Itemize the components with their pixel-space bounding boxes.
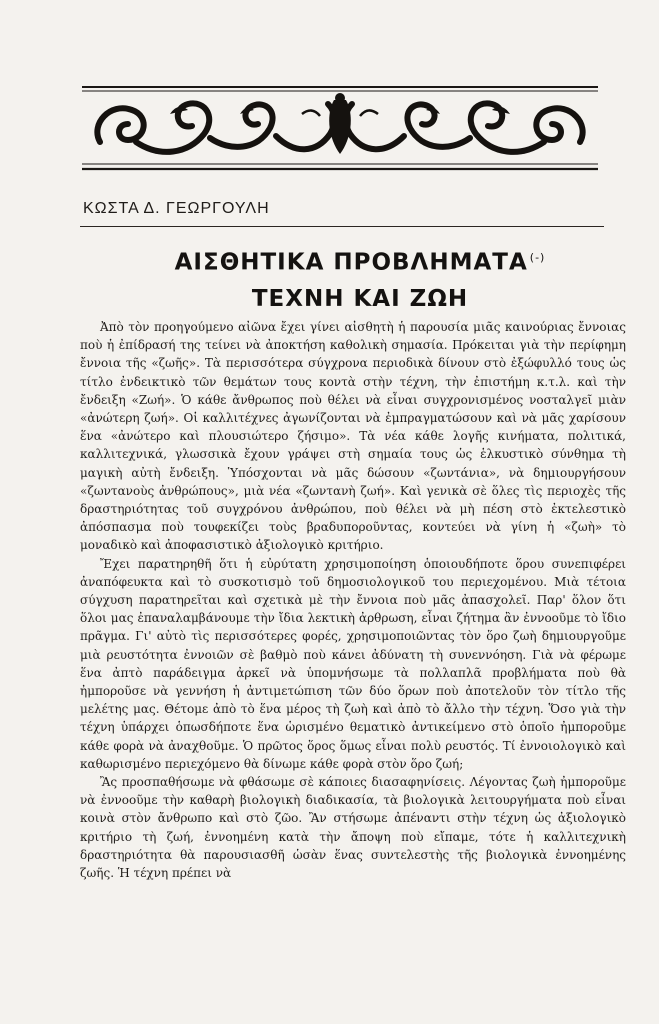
paragraph-1: Ἀπὸ τὸν προηγούμενο αἰῶνα ἔχει γίνει αἰσθητὴ ἡ παρουσία μιᾶς καινούριας ἔννοιας ποὺ ἡ ἐπίδρασή της τείνει νὰ ἀποκτήση καθολικὴ σημασία. Πρόκειται γιὰ τὴν περίφημη ἔννοια τῆς «ζωῆς». Τὰ περισσότερα σύγχρονα περιοδικὰ δίνουν στὸ ἐξώφυλλό τους ὡς τίτλο ἐνδεικτικὸ τῶν θεμάτων τους κοντὰ στὴν τέχνη, τὴν ἐπιστήμη κ.τ.λ. καὶ τὴν ἔνδειξη «Ζωή». Ὁ κάθε ἄνθρωπος ποὺ θέλει νὰ εἶναι συγχρονισμένος νοσταλγεῖ μιὰν «ἀνώτερη ζωή». Οἱ καλλιτέχνες ἀγωνίζονται νὰ ἐμπραγματώσουν καὶ νὰ μᾶς χαρίσουν ἕνα «ἀνώτερο καὶ πλουσιώτερο ζήσιμο». Τὰ νέα κάθε λογῆς κινήματα, πολιτικά, καλλιτεχνικά, γλωσσικὰ ἔχουν γράψει στὴ σημαία τους ὡς ἑλκυστικὸ σύνθημα τὴ μαγικὴ αὐτὴ ἔνδειξη. Ὑπόσχονται νὰ μᾶς δώσουν «ζωντάνια», νὰ δημιουργήσουν «ζωντανοὺς ἀνθρώπους», μιὰ νέα «ζωντανὴ ζωή». Καὶ γενικὰ σὲ ὅλες τὶς περιοχὲς τῆς δραστηριότητας τοῦ συγχρόνου ἀνθρώπου, ποὺ θέλει νὰ μὴ πέση στὸ ἐκτελεστικὸ ἀπόσπασμα ποὺ τουφεκίζει τοὺς βραδυποροῦντας, κοντεύει νὰ γίνη ἡ «ζωὴ» τὸ μοναδικὸ καὶ ἀποφασιστικὸ ἀξιολογικὸ κριτήριο. (80, 320, 626, 553)
title-line-1-text: ΑΙΣΘΗΤΙΚΑ ΠΡΟΒΛΗΜΑΤΑ (174, 249, 528, 276)
author-divider (80, 226, 604, 227)
author-name: ΚΩΣΤΑ Δ. ΓΕΩΡΓΟΥΛΗ (83, 200, 270, 217)
article-body (80, 318, 626, 882)
title-line-1 (160, 240, 560, 281)
title-mark: (-) (529, 251, 546, 264)
article-title (160, 240, 560, 317)
paragraph-2: Ἔχει παρατηρηθῆ ὅτι ἡ εὐρύτατη χρησιμοποίηση ὁποιουδήποτε ὅρου συνεπιφέρει ἀναπόφευκτα καὶ τὸ συσκοτισμὸ τοῦ δημοσιολογικοῦ του περιεχομένου. Μιὰ τέτοια σύγχυση παρατηρεῖται καὶ σχετικὰ μὲ τὴν ἔννοια ποὺ μᾶς ἀπασχολεῖ. Παρ' ὅλον ὅτι ὅλοι μας ἐπαναλαμβάνουμε τὴν ἴδια λεκτικὴ ἀρθρωση, εἶναι ζήτημα ἂν ἐννοοῦμε τὸ ἴδιο πρᾶγμα. Γι' αὐτὸ τὶς περισσότερες φορές, χρησιμοποιῶντας τὸν ὅρο ζωὴ δημιουργοῦμε μιὰ ρευστότητα ἐννοιῶν σὲ βαθμὸ ποὺ κάνει ἀδύνατη τὴ συνεννόηση. Γιὰ νὰ φέρωμε ἕνα ἀπτὸ παράδειγμα ἀρκεῖ νὰ ὑπομνήσωμε τὰ πολλαπλᾶ προβλήματα ποὺ θὰ ἠμποροῦσε νὰ γεννήση ἡ ἀντιμετώπιση τῶν δύο ὅρων ποὺ ἀποτελοῦν τὸν τίτλο τῆς μελέτης μας. Θέτομε ἀπὸ τὸ ἕνα μέρος τὴ ζωὴ καὶ ἀπὸ τὸ ἄλλο τὴν τέχνη. Ὅσο γιὰ τὴν τέχνη ὑπάρχει ὁπωσδήποτε ἕνα ὡρισμένο θεματικὸ ἀντικείμενο στὸ ὁποῖο ἠμποροῦμε κάθε φορὰ νὰ ἀναχθοῦμε. Ὁ πρῶτος ὅρος ὅμως εἶναι πολὺ ρευστός. Τί ἐννοιολογικὸ καὶ καθωρισμένο περιεχόμενο θὰ δίνωμε κάθε φορὰ στὸν ὅρο ζωή; (80, 556, 626, 771)
paragraph-3: Ἂς προσπαθήσωμε νὰ φθάσωμε σὲ κάποιες διασαφηνίσεις. Λέγοντας ζωὴ ἠμποροῦμε νὰ ἐννοοῦμε τὴν καθαρὴ βιολογικὴ διαδικασία, τὰ βιολογικὰ λειτουργήματα ποὺ εἶναι κοινὰ στὸν ἄνθρωπο καὶ στὸ ζῶο. Ἂν στήσωμε ἀπέναντι στὴν τέχνη ὡς ἀξιολογικὸ κριτήριο τὴ ζωή, ἐννοημένη κατὰ τὴν ἄποψη ποὺ εἴπαμε, τότε ἡ καλλιτεχνικὴ δραστηριότητα θὰ παρουσιασθῆ ὡσὰν ἕνας συντελεστὴς τῆς βιολογικὰ ἐννοημένης ζωῆς. Ἡ τέχνη πρέπει νὰ (80, 775, 626, 881)
title-line-2: ΤΕΧΝΗ ΚΑΙ ΖΩΗ (251, 285, 469, 312)
decorative-scroll-ornament (80, 84, 600, 176)
